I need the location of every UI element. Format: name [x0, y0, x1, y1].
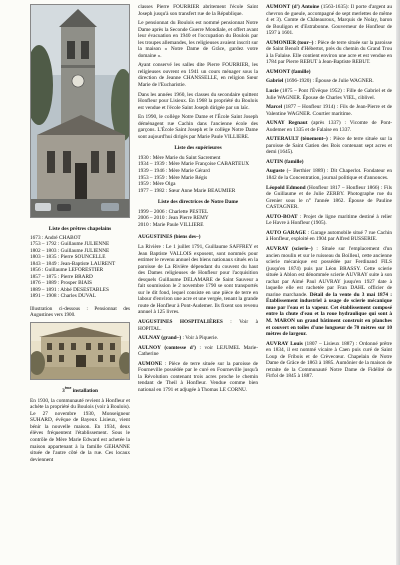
entry-heading: AUMONT (d') Antoine [266, 4, 320, 10]
list-item: 1673 : André CHABOT [30, 234, 81, 241]
entry-heading: AUGUSTINES HOSPITALIÈRES [138, 318, 223, 325]
entry-text: (~ Berthier 1889) : Dit Chaperlot. Fondateur en 1842 de la Concentration, journal politique et d'annonces. [266, 168, 392, 182]
entry-heading: AULNOY (comtesse d') [138, 344, 196, 351]
entry-gabriel [266, 78, 392, 85]
entry-heading: AUGUSTINES (biens des~) [138, 234, 201, 241]
list-item: 1930 : Mère Marie du Saint Sacrement [138, 154, 221, 161]
entry-auteraut [266, 136, 392, 156]
paragraph: Dans les années 1960, les classes du secondaire quittent Honfleur pour Lisieux. En 1968 la propriété du Boulois est vendue et l'école Saint Joseph dirigée par un laïc. [138, 91, 258, 111]
entry-heading: Léopold Edmond [266, 184, 306, 191]
entry-text: : Pièce de terre située sur la paroisse de Fourneville possédée par le curé en Fourneville jusqu'à la Révolution contenant trois acres proche le chemin tendant de Theil à Honfleur. Vendue comme bien national en 1791 et adjugée à Thomas LE CORNU. [138, 360, 258, 393]
entry-text: (après 1337) : Vicomte de Pont-Audemer en 1335 et de Falaise en 1337. [266, 120, 392, 133]
entry-detail: Détail de la vente du 3 mai 1874 : Établissement industriel à usage de scierie mécanique mue par l'eau et la vapeur. Cet établissement composé entre la chute d'eau et la roue hydraulique qui sont à M. MARON un grand bâtiment construit en planches et couvert en toiles d'une longueur de 70 mètres sur 10 mètres de largeur. [266, 291, 392, 338]
superiors-list [138, 155, 258, 194]
paragraph: En 1990, le collège Notre Dame et l'École Saint Joseph déménagent rue Cachin dans l'ancienne école des garçons. L'École Saint Joseph et le collège Notre Dame sont aujourd'hui dirigés par Marie Paule VILLIERE. [138, 114, 258, 140]
entry-heading: AUNAY Regnaut [266, 120, 308, 127]
list-item: 1753 – 1792 : Guillaume JULIENNE [30, 241, 110, 248]
entry-text: : Située sur l'emplacement d'un ancien moulin et sur le ruisseau du Boilleul, cette ancienne scierie mécanique est possédée par Ferdinand FILS (jusqu'en 1874) puis par Léon BRASSY. Cette scierie située à Ablon est dénommée scierie AUVRAY suite à son rachat par Aimé Paul AUVRAY jusqu'en 1927 date à laquelle elle est rachetée par Fran DAHL officier de marine marchande. [266, 245, 392, 298]
entry-text: (1875 – Pont l'Évêque 1952) : Fille de Gabriel et de Julie WAGNER. Épouse de Charles VIEL, ciblivel. [266, 88, 392, 101]
entry-text: (1696-1920) : Épouse de Julie WAGNER. [283, 78, 374, 85]
list-item: 1857 – 1875 : Pierre BRARD [30, 273, 93, 280]
entry-text: (1807 – Lisieux 1887) : Ordonné prêtre en 1834, il est nommé vicaire à Caen puis curé de Saint Loup de Fribois et de Crèvecœur. Chapelain de Notre Dame de Grâce de 1863 à 1885. Aumônier de la maison de retraite de la Communauté Notre Dame de Fidélité de Firfol de 1845 à 1887. [266, 340, 392, 380]
entry-aumont-antoine [266, 4, 392, 37]
entry-heading: AUMONT (famille) [266, 68, 311, 75]
list-item: 1959 : Mère Olga [138, 181, 176, 188]
paragraph: Ayant conservé les salles dite Pierre FOURRIER, les religieuses ouvrent en 1941 un cours ménager sous la direction de Jeanne CHANSSELLE, en religion Sœur Marie de l'Eucharistie. [138, 62, 258, 89]
entry-aunay-regnaut [266, 120, 392, 133]
entry-heading: AUTO GARAGE [266, 229, 307, 236]
entry-text: : Pièce de terre située sur la paroisse de Saint Benoît d'Hébertot, près du chemin du Grand Trou à la Falaise. Elle contient environ une acre et est vendue en 1784 par Pierre REBUT à Jean-Baptiste REBUT. [266, 39, 392, 66]
entry-lucie [266, 88, 392, 101]
column-left [30, 4, 130, 466]
entry-text: : voir LEJUMEL Marie-Catherine [138, 344, 258, 358]
column-right [266, 4, 392, 383]
entry-text: : Garage automobile situé 7 rue Cachin à Honfleur, exploité en 1904 par Alfred BUSSERIE. [266, 229, 392, 243]
list-item: 1977 – 1982 : Sœur Anne Marie BEAUMIER [138, 187, 236, 194]
entry-heading: AUMONE [138, 360, 163, 367]
page-edge-shadow [396, 0, 400, 565]
entry-heading: AUVRAY Louis [266, 340, 303, 347]
entry-aumonier [266, 40, 392, 66]
list-item: 1999 – 2006 : Charlette PESTEL [138, 208, 209, 215]
list-item: 1843 – 1849 : Jean-Baptiste LAURENT [30, 260, 116, 267]
entry-text: : Projet de ligne maritime destiné à relier Le Havre à Honfleur (1905). [266, 213, 392, 227]
boarding-school-photo [30, 322, 130, 380]
paragraph: classes Pierre FOURRIER abritement l'école Saint Joseph jusqu'à son transfert rue de la République. [138, 4, 258, 17]
entry-text: : Pièce de terre située sur la paroisse de Saint Gatien des Bois contenant sept acres et demi (1645). [266, 136, 392, 156]
entry-auvray-scierie [266, 246, 392, 338]
list-item: 2010 : Marie Paule VILLIERE [138, 221, 204, 228]
priests-list-title: Liste des prêtres chapelains [48, 226, 112, 232]
list-item: 1891 – 1908 : Charles DUVAL [30, 293, 96, 300]
entry-auto-boat [266, 214, 392, 227]
entry-augustines [138, 234, 258, 241]
entry-heading: Marcel [266, 104, 283, 111]
list-item: 1876 – 1889 : Prosper BIAIS [30, 280, 92, 287]
superiors-list-title: Liste des supérieures [174, 145, 222, 152]
paragraph: Le pensionnat du Boulois est nommé pensionnat Notre Dame après la Seconde Guerre Mondiale, et offert avant leur évacuation en 1940 et l'occupation du Boulois par les troupes allemandes, les religieuses avaient inscrit sur la maison « Notre Dame de Grâce, gardez votre domaine ». [138, 20, 258, 59]
column-middle [138, 4, 258, 396]
entry-text: : Voir à Piquerie. [181, 335, 219, 342]
illustration-caption: Illustration ci-dessous : Pensionnat des Augustines vers 1900. [30, 306, 130, 319]
directors-list-title: Liste des directrices de Notre Dame [157, 199, 239, 206]
entry-auguste [266, 168, 392, 181]
entry-text: (1563-1635): Il porte d'argent au chevron de gueule, accompagné de sept merlettes de même 4 et 3). Comte de Châteauroux, Marquis de Nolay, baron de Bouligon et d'Estrabonne. Gouverneur de Honfleur de 1597 à 1601. [266, 4, 392, 37]
entry-heading: AUVRAY (scierie~) [266, 245, 313, 252]
list-item: 2006 – 2010 : Jean Pierre REMY [138, 215, 209, 222]
entry-heading: Auguste [266, 168, 285, 175]
entry-leopold [266, 185, 392, 211]
list-item: 1939 – 1946 : Mère Marie Gérard [138, 168, 210, 175]
entry-text: (1877 – Honfleur 1914) : Fils de Jean-Pierre et de Valentine WAGNER. Courtier maritime. [266, 104, 392, 117]
list-item: 1889 – 1891 : Abbé DESESTABLES [30, 286, 109, 293]
entry-auto-garage [266, 230, 392, 243]
directors-list [138, 209, 258, 229]
entry-heading: Gabriel [266, 78, 284, 85]
chapel-photo [30, 4, 130, 218]
entry-aumont-famille [266, 69, 392, 76]
list-item: 1856 : Guillaume LEFORESTIER [30, 267, 104, 274]
entry-aulnoy [138, 345, 258, 358]
section-heading-superscript: ème [64, 386, 72, 391]
entry-heading: AULNAY (grand~) [138, 335, 182, 342]
entry-heading: AUMONIER (tour~) [266, 39, 314, 46]
list-item: 1934 – 1939 : Mère Marie Françoise CABARTEUX [138, 161, 250, 168]
list-item: 1803 – 1835 : Pierre SOUNCELLE [30, 254, 106, 261]
entry-heading: Lucie [266, 88, 279, 95]
priests-list [30, 235, 130, 300]
list-item: 1953 – 1959 : Mère Marie Régis [138, 174, 208, 181]
entry-augustines-hospitalieres [138, 319, 258, 332]
entry-autin-famille [266, 159, 392, 166]
section-heading-text: installation [71, 388, 98, 395]
section-heading-3rd-installation [30, 385, 130, 394]
entry-marcel [266, 104, 392, 117]
entry-heading: AUTIN (famille) [266, 158, 304, 165]
list-item: 1802 – 1803 : Guillaume JULIENNE [30, 247, 110, 254]
paragraph: La Rivière : Le 1 juillet 1791, Guillaume SAFFREY et Jean Baptiste VALLOIS exposent, sont nommés pour estimer le revenu annuel des biens nationaux situés en la paroisse de La Rivière dépendant du couvent du haut des Dames religieuses de Honfleur pour l'acquisition desquels Guillaume DELAMARE de Saint Sauveur a fait soumission le 2 novembre 1790 se sont transportés sur le dit fond, lequel consiste en une pièce de terre en labour d'environ une acre et une vergée, tenant la grande route de Honfleur à Pont-Audemer. Ils fixent son revenu annuel à 125 livres. [138, 243, 258, 316]
entry-aumone [138, 361, 258, 394]
entry-auvray-louis [266, 341, 392, 380]
entry-text: (Honfleur 1817 – Honfleur 1866) : Fils de Guillaume et de Julie ZERBY. Photographe rue du Grenier sous le n° l'année 1862. Épouse de Pauline CASTAGNER. [266, 184, 392, 211]
paragraph: En 1930, la communauté revient à Honfleur et achète la propriété du Boulois (voir à Boulois). Le 27 novembre 1930, Monseigneur SUHARD, évêque de Bayeux Lisieux, vient bénir la nouvelle maison. En 1934, deux élèves fréquentent l'établissement. Sous le contrôle de Mère Marie Edward est achetée la maison appartenant à la famille GEHANNE située de l'autre côté de la rue. Ces locaux deviennent [30, 397, 130, 463]
entry-heading: AUTO-BOAT [266, 213, 298, 220]
entry-aulnay [138, 335, 258, 342]
entry-heading: AUTERAULT (tènement~) [266, 136, 328, 143]
entry-text: : Voir à HOPITAL. [138, 318, 258, 332]
section-heading-number: 3 [62, 388, 65, 395]
